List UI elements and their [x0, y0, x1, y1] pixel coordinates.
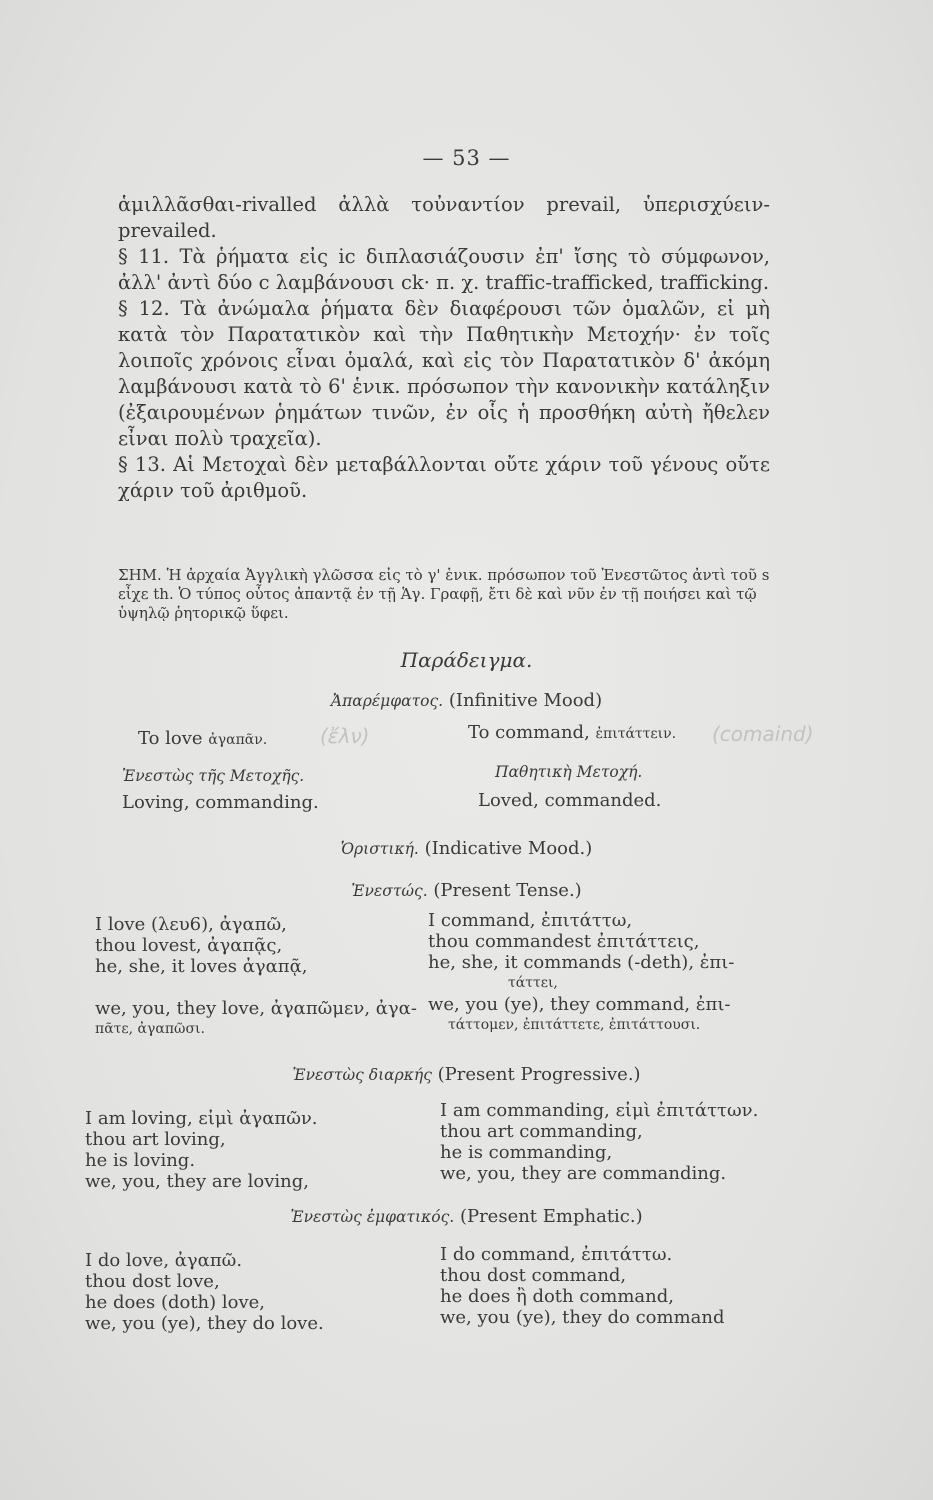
progressive-left-line: I am loving, εἰμὶ ἀγαπῶν.: [85, 1108, 318, 1129]
infinitive-heading: Ἀπαρέμφατος. (Infinitive Mood): [330, 690, 603, 711]
emphatic-heading: Ἐνεστὼς ἐμφατικός. (Present Emphatic.): [290, 1206, 643, 1227]
pencil-mark-left: (ἔλν): [320, 724, 370, 748]
progressive-left: [85, 1108, 318, 1192]
emphatic-left-line: I do love, ἀγαπῶ.: [85, 1250, 243, 1271]
pencil-mark-right: (comaind): [712, 722, 814, 746]
paragraph-13: § 13. Αἱ Μετοχαὶ δὲν μεταβάλλονται οὔτε χάριν τοῦ γένους οὔτε χάριν τοῦ ἀριθμοῦ.: [118, 453, 770, 502]
present-right-line: τάττομεν, ἐπιτάττετε, ἐπιτάττουσι.: [448, 1017, 701, 1033]
progressive-left-line: we, you, they are loving,: [85, 1171, 309, 1192]
emphatic-left: [85, 1250, 324, 1334]
present-right-line: τάττει,: [508, 975, 558, 991]
example-title: Παράδειγμα.: [400, 648, 533, 672]
present-heading: Ἐνεστώς. (Present Tense.): [351, 880, 582, 901]
indicative-heading: Ὁριστική. (Indicative Mood.): [340, 838, 593, 859]
participle-left-heading: Ἐνεστὼς τῆς Μετοχῆς.: [122, 767, 305, 785]
infinitive-left: To love ἀγαπᾶν.: [138, 728, 268, 749]
emphatic-left-line: thou dost love,: [85, 1271, 220, 1292]
emphatic-right-line: we, you (ye), they do command: [440, 1307, 725, 1328]
participle-right-heading: Παθητικὴ Μετοχή.: [495, 763, 643, 781]
progressive-right-line: we, you, they are commanding.: [440, 1163, 727, 1184]
present-left-line: πᾶτε, ἀγαπῶσι.: [95, 1021, 205, 1037]
emphatic-right-line: he does ἢ doth command,: [440, 1286, 674, 1307]
progressive-right: [440, 1100, 758, 1184]
progressive-left-line: thou art loving,: [85, 1129, 226, 1150]
emphatic-right: [440, 1244, 724, 1328]
emphatic-left-line: we, you (ye), they do love.: [85, 1313, 324, 1334]
paragraph-11: § 11. Τὰ ῥήματα εἰς ic διπλασιάζουσιν ἐπ' ἴσης τὸ σύμφωνον, ἀλλ' ἀντὶ δύο c λαμβάνουσι ck· π. χ. traffic-trafficked, trafficking.: [118, 245, 770, 294]
present-right-line: thou commandest ἐπιτάττεις,: [428, 931, 700, 952]
infinitive-right: To command, ἐπιτάττειν.: [468, 722, 677, 743]
participle-right: Loved, commanded.: [478, 790, 662, 811]
present-right-line: he, she, it commands (-deth), ἐπι-: [428, 952, 735, 973]
present-left-line: thou lovest, ἀγαπᾷς,: [95, 935, 283, 956]
emphatic-left-line: he does (doth) love,: [85, 1292, 266, 1313]
progressive-right-line: he is commanding,: [440, 1142, 613, 1163]
note-block: [118, 566, 770, 623]
participle-left: Loving, commanding.: [122, 792, 319, 813]
present-left-line: he, she, it loves ἀγαπᾷ,: [95, 956, 308, 977]
progressive-heading: Ἐνεστὼς διαρκής (Present Progressive.): [292, 1064, 641, 1085]
progressive-right-line: I am commanding, εἰμὶ ἐπιτάττων.: [440, 1100, 759, 1121]
present-left-line: we, you, they love, ἀγαπῶμεν, ἀγα-: [95, 998, 417, 1019]
note-text: ΣΗΜ. Ἡ ἀρχαία Ἀγγλικὴ γλῶσσα εἰς τὸ γ' ἑνικ. πρόσωπον τοῦ Ἐνεστῶτος ἀντὶ τοῦ s εἶχε th. Ὁ τύπος οὗτος ἀπαντᾷ ἐν τῇ Ἁγ. Γραφῇ, ἔτι δὲ καὶ νῦν ἐν τῇ ποιήσει καὶ τῷ ὑψηλῷ ῥητορικῷ ὕφει.: [118, 566, 770, 622]
intro-text: [118, 192, 770, 504]
present-left-line: I love (λευ6), ἀγαπῶ,: [95, 914, 287, 935]
present-right-line: I command, ἐπιτάττω,: [428, 910, 633, 931]
paragraph-12: § 12. Τὰ ἀνώμαλα ῥήματα δὲν διαφέρουσι τῶν ὁμαλῶν, εἰ μὴ κατὰ τὸν Παρατατικὸν καὶ τὴν Παθητικὴν Μετοχήν· ἐν τοῖς λοιποῖς χρόνοις εἶναι ὁμαλά, καὶ εἰς τὸν Παρατατικὸν δ' ἀκόμη λαμβάνουσι κατὰ τὸ 6' ἑνικ. πρόσωπον τὴν κανονικὴν κατάληξιν (ἐξαιρουμένων ῥημάτων τινῶν, ἐν οἷς ἡ προσθήκη αὐτὴ ἤθελεν εἶναι πολὺ τραχεῖα).: [118, 297, 770, 450]
emphatic-right-line: I do command, ἐπιτάττω.: [440, 1244, 673, 1265]
progressive-left-line: he is loving.: [85, 1150, 196, 1171]
paragraph-rivalled: ἁμιλλᾶσθαι-rivalled ἀλλὰ τοὐναντίον prevail, ὑπερισχύειν-prevailed.: [118, 193, 770, 242]
present-right: [428, 910, 734, 1036]
emphatic-right-line: thou dost command,: [440, 1265, 627, 1286]
page-number: — 53 —: [422, 146, 511, 170]
present-left-line: [95, 977, 417, 998]
present-left: [95, 914, 417, 1040]
progressive-right-line: thou art commanding,: [440, 1121, 643, 1142]
present-right-line: we, you (ye), they command, ἐπι-: [428, 994, 731, 1015]
